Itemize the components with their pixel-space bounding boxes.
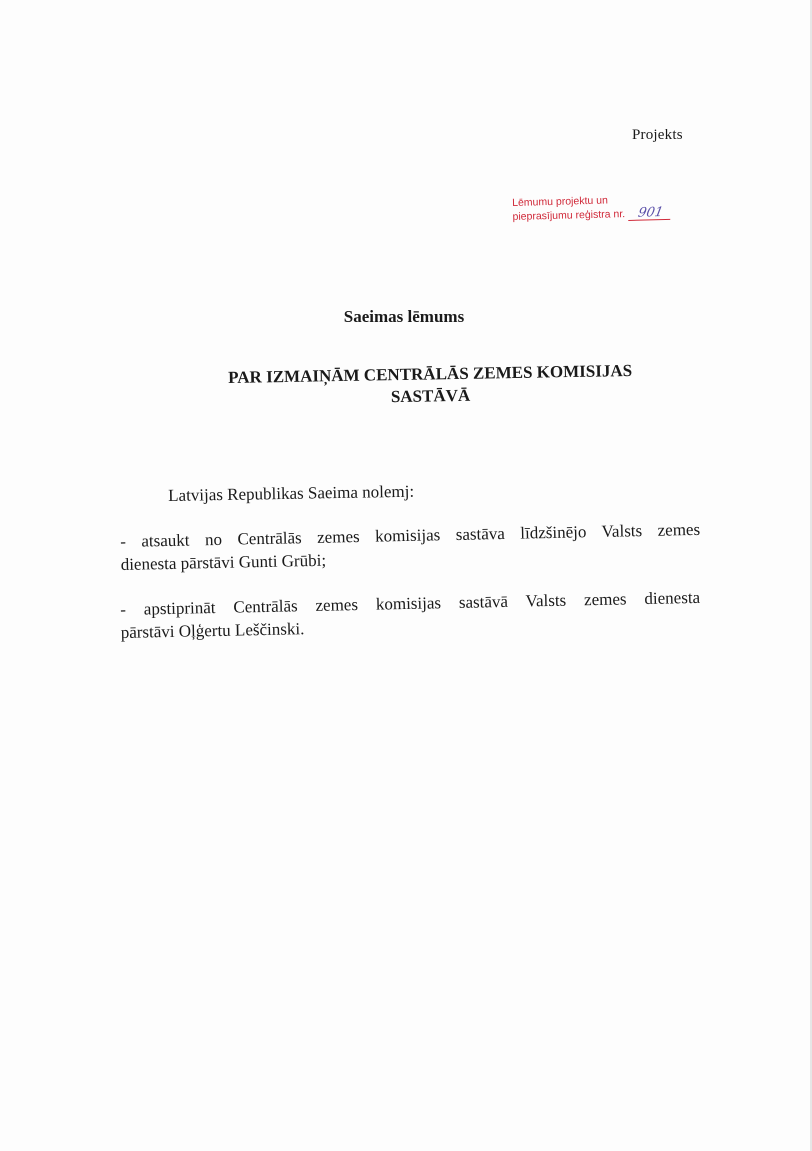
- register-number: 901: [628, 206, 673, 221]
- projekts-label: Projekts: [632, 127, 683, 143]
- item-line: - apstiprināt Centrālās zemes komisijas sastāvā Valsts zemes dienesta: [120, 587, 701, 619]
- resolution-item-approve: [120, 586, 701, 644]
- document-title: [170, 359, 691, 412]
- title-line-2: SASTĀVĀ: [390, 385, 471, 407]
- document-type-label: Saeimas lēmums: [343, 307, 465, 326]
- title-line-1: PAR IZMAIŅĀM CENTRĀLĀS ZEMES KOMISIJAS: [228, 360, 633, 387]
- stamp-line-1: Lēmumu projektu un: [512, 194, 609, 209]
- item-line: - atsaukt no Centrālās zemes komisijas sastāva līdzšinējo Valsts zemes: [120, 519, 701, 551]
- resolution-intro: Latvijas Republikas Saeima nolemj:: [168, 481, 415, 505]
- item-line: pārstāvi Oļģertu Leščinski.: [120, 619, 305, 642]
- resolution-item-recall: [120, 518, 701, 576]
- registry-stamp: [512, 193, 683, 224]
- stamp-line-2: pieprasījumu reģistra nr.: [512, 208, 626, 223]
- item-line: dienesta pārstāvi Gunti Grūbi;: [120, 550, 327, 574]
- document-type: [0, 307, 812, 327]
